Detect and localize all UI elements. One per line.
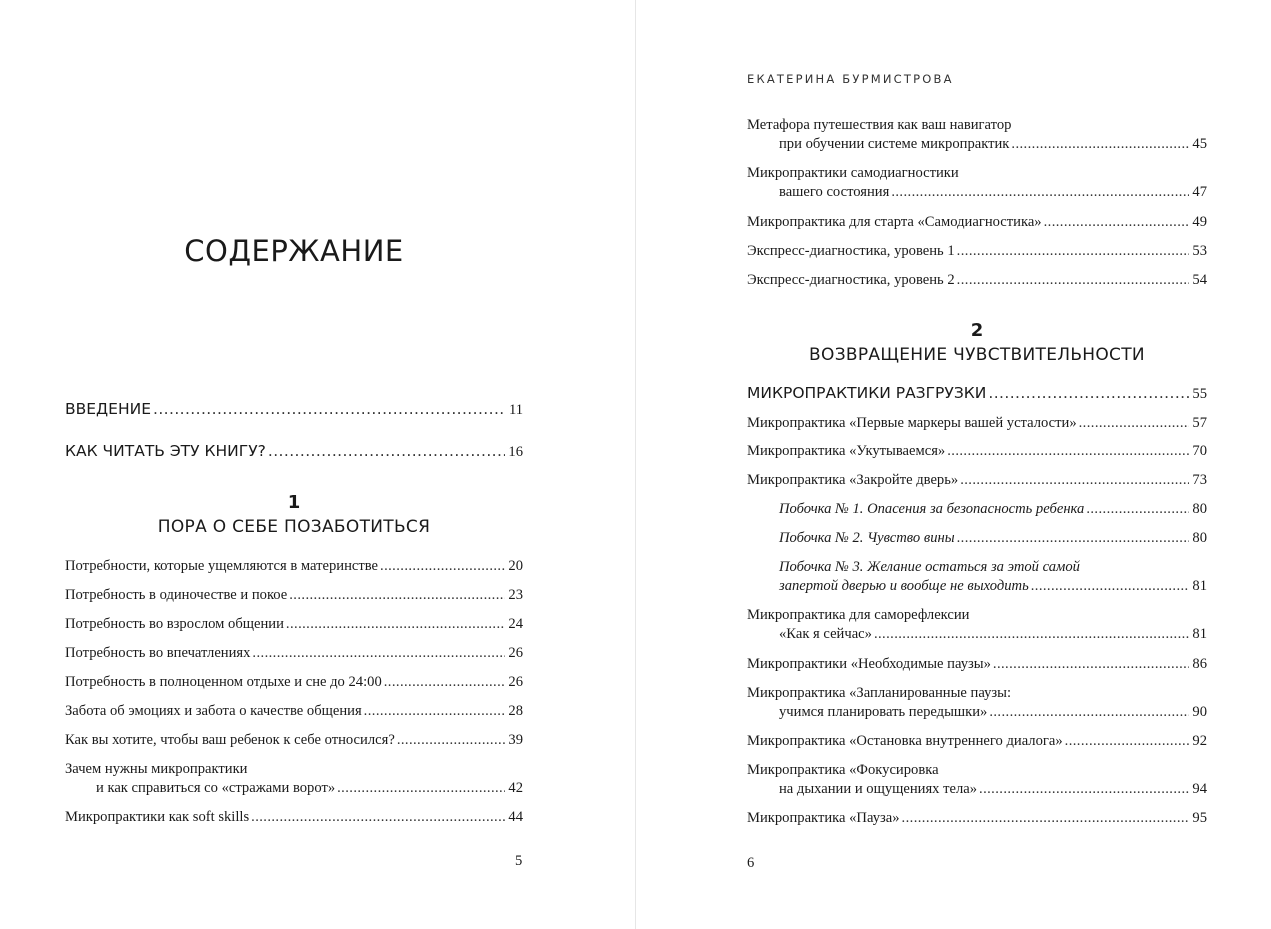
toc-entry[interactable]: Микропрактика «Укутываемся» ..... 70 bbox=[747, 442, 1207, 461]
toc-entry[interactable]: Как вы хотите, чтобы ваш ребенок к себе относился? ..... 39 bbox=[65, 731, 523, 750]
chapter-title: ПОРА О СЕБЕ ПОЗАБОТИТЬСЯ bbox=[157, 517, 431, 537]
toc-subentry[interactable]: Побочка № 2. Чувство вины ..... 80 bbox=[779, 529, 1207, 548]
toc-entry[interactable]: Микропрактика для старта «Самодиагностика» ..... 49 bbox=[747, 213, 1207, 232]
toc-subentry[interactable]: Побочка № 3. Желание остаться за этой самой запертой дверью и вообще не выходить ..... 81 bbox=[779, 558, 1207, 596]
toc-entry[interactable]: Потребность в полноценном отдыхе и сне до 24:00 ..... 26 bbox=[65, 673, 523, 692]
toc-entry[interactable]: Микропрактики как soft skills ..... 44 bbox=[65, 808, 523, 827]
toc-entry[interactable]: Микропрактика «Запланированные паузы: учимся планировать передышки» ..... 90 bbox=[747, 684, 1207, 722]
toc-entry[interactable]: Микропрактика «Фокусировка на дыхании и ощущениях тела» ..... 94 bbox=[747, 761, 1207, 799]
page-number: 5 bbox=[515, 853, 523, 869]
toc-entry[interactable]: Микропрактика для саморефлексии «Как я сейчас» ..... 81 bbox=[747, 606, 1207, 644]
toc-entry[interactable]: Микропрактика «Пауза» ..... 95 bbox=[747, 809, 1207, 828]
toc-title: СОДЕРЖАНИЕ bbox=[184, 234, 404, 268]
toc-entry[interactable]: Потребность во взрослом общении ..... 24 bbox=[65, 615, 523, 634]
toc-entry-how-to-read[interactable]: КАК ЧИТАТЬ ЭТУ КНИГУ? ..... 16 bbox=[65, 442, 523, 462]
toc-entry[interactable]: Микропрактика «Закройте дверь» ..... 73 bbox=[747, 471, 1207, 490]
toc-entry[interactable]: Экспресс-диагностика, уровень 1 ..... 53 bbox=[747, 242, 1207, 261]
chapter-number: 1 bbox=[287, 492, 301, 513]
toc-entry[interactable]: Микропрактика «Остановка внутреннего диалога» ..... 92 bbox=[747, 732, 1207, 751]
toc-entry[interactable]: Потребности, которые ущемляются в материнстве ..... 20 bbox=[65, 557, 523, 576]
toc-entry-introduction[interactable]: ВВЕДЕНИЕ ..... 11 bbox=[65, 400, 523, 420]
toc-entry-section[interactable]: МИКРОПРАКТИКИ РАЗГРУЗКИ ..... 55 bbox=[747, 384, 1207, 404]
chapter-number: 2 bbox=[970, 320, 984, 341]
toc-entry[interactable]: Микропрактики самодиагностики вашего состояния ..... 47 bbox=[747, 164, 1207, 202]
toc-entry[interactable]: Зачем нужны микропрактики и как справиться со «стражами ворот» ..... 42 bbox=[65, 760, 523, 798]
toc-entry[interactable]: Микропрактики «Необходимые паузы» ..... 86 bbox=[747, 655, 1207, 674]
running-head: ЕКАТЕРИНА БУРМИСТРОВА bbox=[747, 72, 954, 86]
toc-entry[interactable]: Экспресс-диагностика, уровень 2 ..... 54 bbox=[747, 271, 1207, 290]
right-page bbox=[636, 0, 1271, 929]
toc-entry[interactable]: Микропрактика «Первые маркеры вашей усталости» ..... 57 bbox=[747, 414, 1207, 433]
toc-entry[interactable]: Потребность во впечатлениях ..... 26 bbox=[65, 644, 523, 663]
chapter-title: ВОЗВРАЩЕНИЕ ЧУВСТВИТЕЛЬНОСТИ bbox=[809, 345, 1145, 365]
toc-entry[interactable]: Потребность в одиночестве и покое ..... 23 bbox=[65, 586, 523, 605]
toc-entry[interactable]: Забота об эмоциях и забота о качестве общения ..... 28 bbox=[65, 702, 523, 721]
toc-subentry[interactable]: Побочка № 1. Опасения за безопасность ребенка ..... 80 bbox=[779, 500, 1207, 519]
page-number: 6 bbox=[747, 855, 755, 871]
left-page bbox=[0, 0, 635, 929]
toc-entry[interactable]: Метафора путешествия как ваш навигатор при обучении системе микропрактик ..... 45 bbox=[747, 116, 1207, 154]
